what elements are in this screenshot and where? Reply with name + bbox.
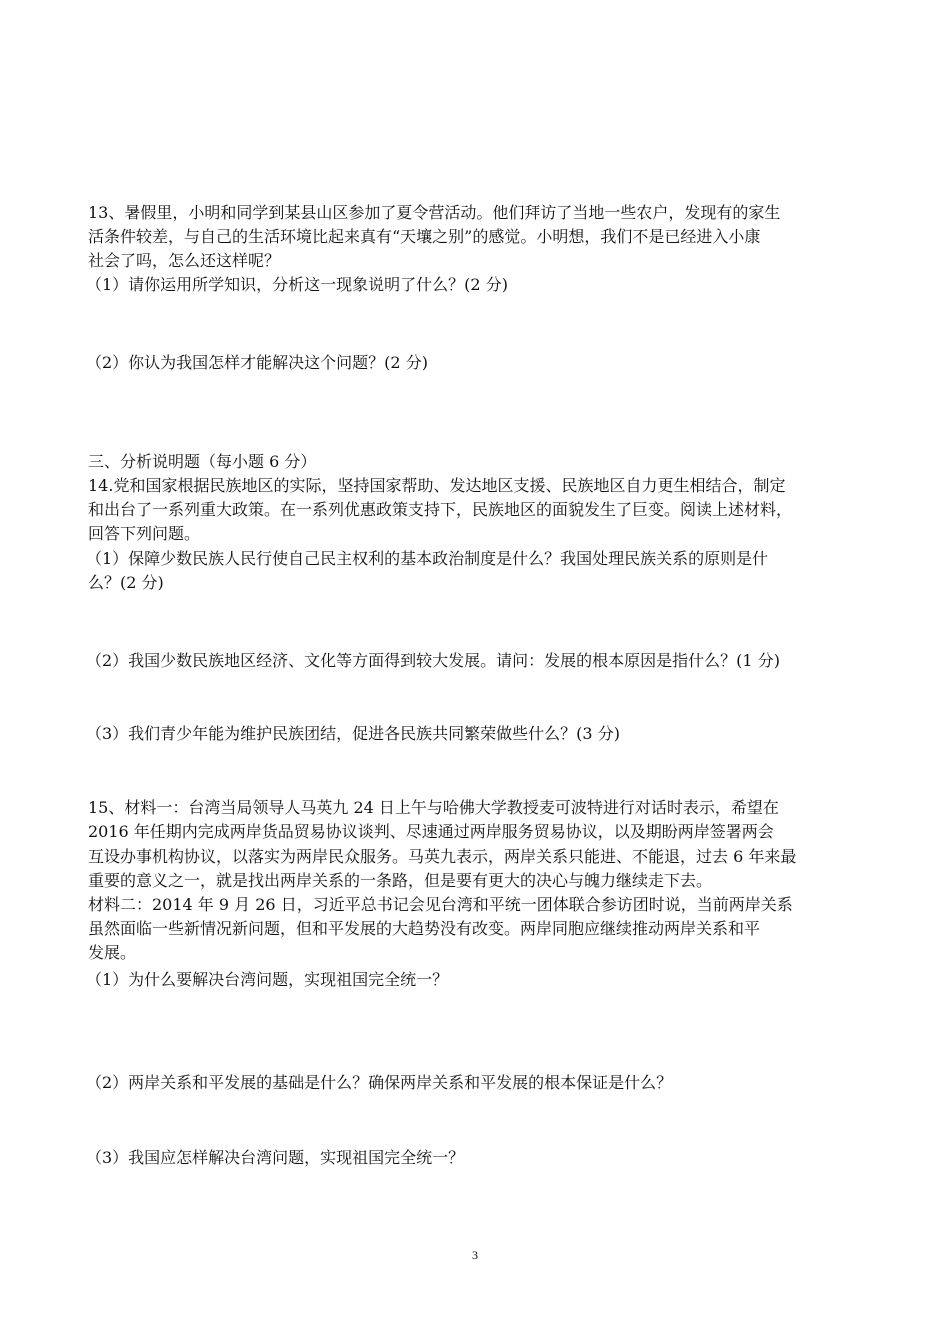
q15-material-2-line-1: 材料二：2014 年 9 月 26 日，习近平总书记会见台湾和平统一团体联合参访团时说，当前两岸关系: [88, 895, 793, 914]
q14-subquestion-1-line-2: 么？(2 分): [88, 573, 164, 592]
q13-subquestion-1: （1）请你运用所学知识，分析这一现象说明了什么？(2 分): [86, 275, 508, 294]
q13-stem-line-1: 13、暑假里，小明和同学到某县山区参加了夏令营活动。他们拜访了当地一些农户，发现有的家生: [88, 203, 781, 222]
q13-stem-line-3: 社会了吗，怎么还这样呢？: [88, 251, 281, 270]
q13-subquestion-2: （2）你认为我国怎样才能解决这个问题？(2 分): [86, 353, 428, 372]
q15-material-1-line-3: 互设办事机构协议，以落实为两岸民众服务。马英九表示，两岸关系只能进、不能退，过去 6 年来最: [88, 847, 797, 866]
q15-subquestion-2: （2）两岸关系和平发展的基础是什么？确保两岸关系和平发展的根本保证是什么？: [86, 1073, 673, 1092]
q14-subquestion-3: （3）我们青少年能为维护民族团结，促进各民族共同繁荣做些什么？(3 分): [86, 724, 620, 743]
section-3-heading: 三、分析说明题（每小题 6 分）: [88, 452, 317, 471]
q15-material-2-line-2: 虽然面临一些新情况新问题，但和平发展的大趋势没有改变。两岸同胞应继续推动两岸关系和平: [88, 919, 761, 938]
q15-subquestion-1: （1）为什么要解决台湾问题，实现祖国完全统一？: [86, 970, 449, 989]
q14-stem-line-2: 和出台了一系列重大政策。在一系列优惠政策支持下，民族地区的面貌发生了巨变。阅读上述材料，: [88, 500, 793, 519]
q13-stem-line-2: 活条件较差，与自己的生活环境比起来真有“天壤之别”的感觉。小明想，我们不是已经进入小康: [88, 227, 761, 246]
q15-material-2-line-3: 发展。: [88, 943, 137, 962]
q14-stem-line-3: 回答下列问题。: [88, 524, 201, 543]
q15-material-1-line-1: 15、材料一：台湾当局领导人马英九 24 日上午与哈佛大学教授麦可波特进行对话时表示，希望在: [88, 798, 779, 817]
q15-subquestion-3: （3）我国应怎样解决台湾问题，实现祖国完全统一？: [86, 1148, 465, 1167]
q14-subquestion-1-line-1: （1）保障少数民族人民行使自己民主权利的基本政治制度是什么？我国处理民族关系的原则是什: [86, 549, 769, 568]
q14-subquestion-2: （2）我国少数民族地区经济、文化等方面得到较大发展。请问：发展的根本原因是指什么？(1 分): [86, 651, 780, 670]
q14-stem-line-1: 14.党和国家根据民族地区的实际，坚持国家帮助、发达地区支援、民族地区自力更生相结合，制定: [88, 476, 786, 495]
page-number: 3: [472, 1248, 478, 1262]
q15-material-1-line-2: 2016 年任期内完成两岸货品贸易协议谈判、尽速通过两岸服务贸易协议，以及期盼两岸签署两会: [88, 822, 774, 841]
q15-material-1-line-4: 重要的意义之一，就是找出两岸关系的一条路，但是要有更大的决心与魄力继续走下去。: [88, 871, 713, 890]
